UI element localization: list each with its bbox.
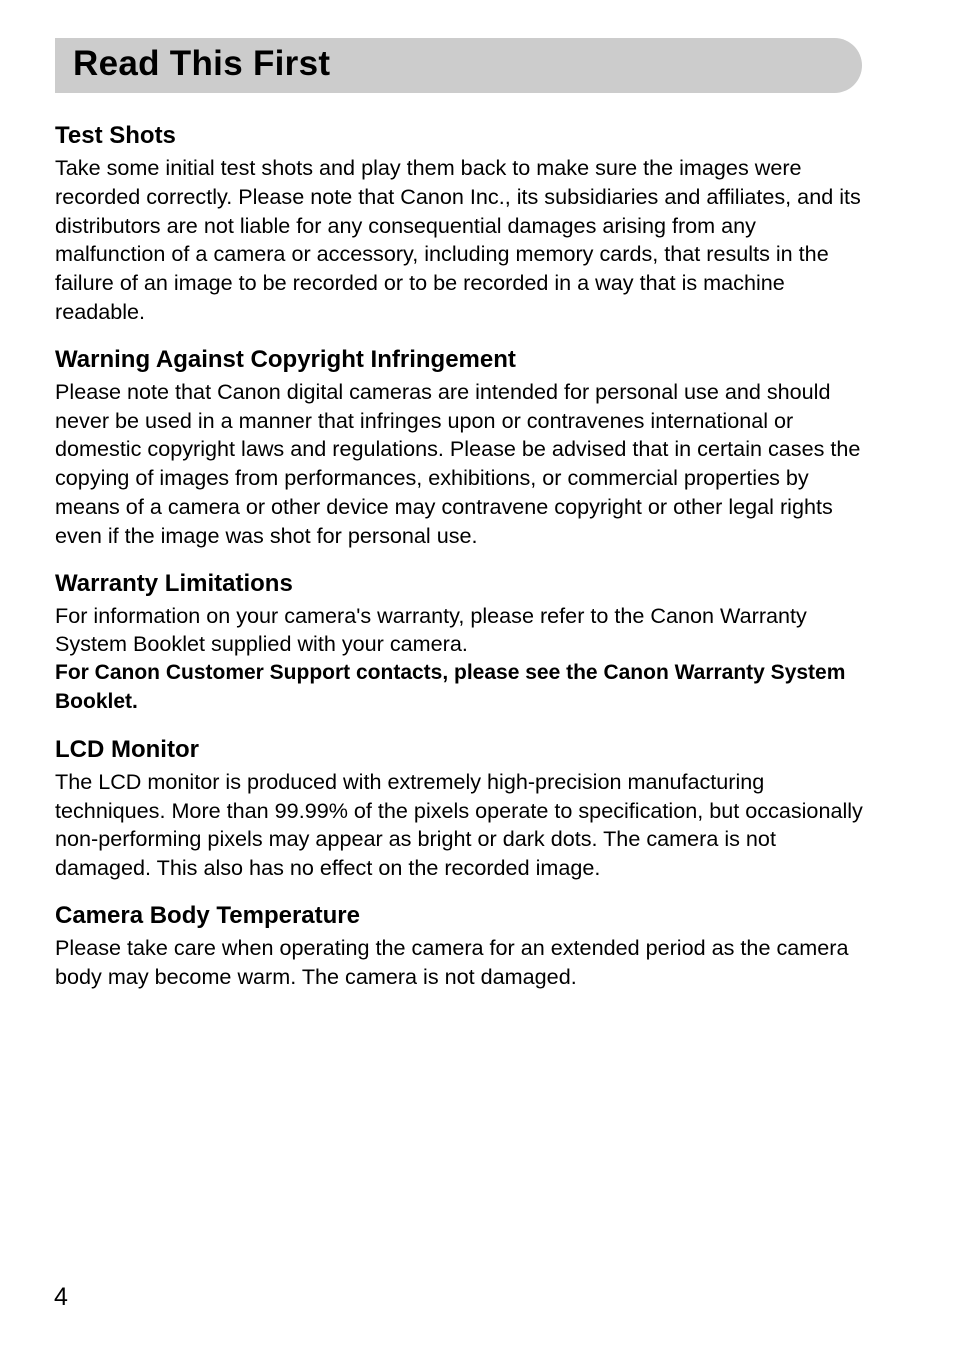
section-paragraph: Please note that Canon digital cameras are intended for personal use and should never be used in a manner that infringes upon or contravenes international or domestic copyright laws and regulations. Please be advised that in certain cases the copying of images from performances, exhibitions, or commercial properties by means of a camera or other device may contravene copyright or other legal rights even if the image was shot for personal use. (55, 378, 861, 548)
page-number: 4 (54, 1283, 68, 1311)
page-title-bar (55, 38, 862, 93)
section-lcd-monitor (55, 734, 867, 883)
section-paragraph: Take some initial test shots and play them back to make sure the images were recorded correctly. Please note that Canon Inc., its subsidiaries and affiliates, and its distributors are not liable for any consequential damages arising from any malfunction of a camera or accessory, including memory cards, that results in the failure of an image to be recorded or to be recorded in a way that is machine readable. (55, 155, 861, 324)
section-heading: Test Shots (55, 122, 176, 149)
support-contact-note: For Canon Customer Support contacts, please see the Canon Warranty System Booklet. (55, 661, 846, 713)
section-warranty-limitations (55, 568, 867, 717)
section-test-shots (55, 120, 867, 327)
section-heading: Warning Against Copyright Infringement (55, 345, 516, 373)
section-heading: Camera Body Temperature (55, 901, 360, 929)
section-paragraph: The LCD monitor is produced with extremely high-precision manufacturing techniques. More than 99.99% of the pixels operate to specification, but occasionally non-performing pixels may appear as bright or dark dots. The camera is not damaged. This also has no effect on the recorded image. (55, 768, 863, 881)
section-camera-body-temperature (55, 900, 867, 992)
page-title: Read This First (73, 44, 331, 83)
section-copyright-warning (55, 344, 867, 551)
section-heading: LCD Monitor (55, 735, 199, 763)
section-heading: Warranty Limitations (55, 569, 293, 597)
section-paragraph: For information on your camera's warranty, please refer to the Canon Warranty System Booklet supplied with your camera. (55, 602, 807, 657)
section-paragraph: Please take care when operating the camera for an extended period as the camera body may become warm. The camera is not damaged. (55, 934, 849, 989)
document-body (55, 120, 867, 1009)
